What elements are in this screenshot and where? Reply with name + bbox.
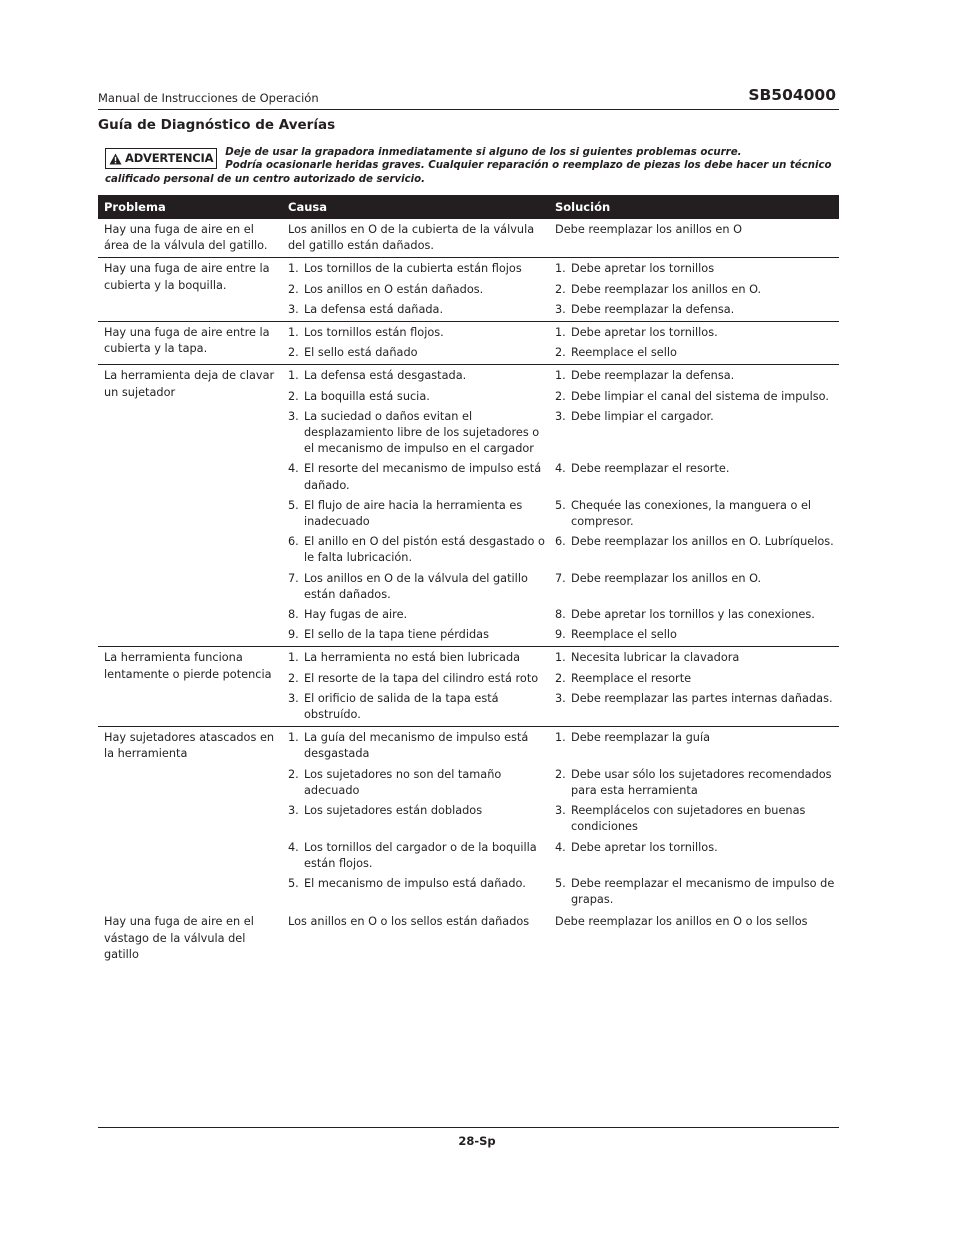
- cause-cell: [282, 799, 549, 835]
- solution-text: Debe reemplazar los anillos en O.: [571, 571, 762, 585]
- cause-number: 2.: [288, 282, 299, 296]
- cause-text: Hay fugas de aire.: [304, 608, 408, 622]
- solution-text: Reemplace el resorte: [571, 671, 692, 685]
- cause-text: El resorte de la tapa del cilindro está roto: [304, 671, 539, 685]
- cause-number: 3.: [288, 409, 299, 423]
- cause-cell: [282, 405, 549, 458]
- solution-cell: [549, 623, 839, 647]
- solution-number: 2.: [555, 346, 566, 360]
- cause-cell: [282, 872, 549, 911]
- cause-text: El sello está dañado: [304, 346, 418, 360]
- header-solution: Solución: [549, 195, 839, 219]
- cause-text: La herramienta no está bien lubricada: [304, 651, 521, 665]
- cause-number: 7.: [288, 571, 299, 585]
- solution-number: 1.: [555, 326, 566, 340]
- cause-text: Los tornillos de la cubierta están flojos: [304, 262, 522, 276]
- cause-number: 3.: [288, 302, 299, 316]
- table-row: [98, 365, 839, 385]
- cause-text: Los tornillos están flojos.: [304, 326, 444, 340]
- cause-cell: [282, 365, 549, 385]
- solution-text: Debe reemplazar el resorte.: [571, 462, 730, 476]
- solution-number: 5.: [555, 876, 566, 890]
- solution-text: Debe reemplazar las partes internas dañadas.: [571, 691, 833, 705]
- table-row: [98, 219, 839, 258]
- solution-number: 1.: [555, 731, 566, 745]
- solution-cell: [549, 530, 839, 566]
- solution-text: Debe limpiar el cargador.: [571, 409, 714, 423]
- solution-cell: [549, 763, 839, 799]
- solution-number: 2.: [555, 767, 566, 781]
- solution-number: 4.: [555, 840, 566, 854]
- solution-cell: [549, 341, 839, 365]
- cause-cell: [282, 647, 549, 667]
- cause-number: 3.: [288, 691, 299, 705]
- table-header-row: [98, 195, 839, 219]
- cause-text: El anillo en O del pistón está desgastado o le falta lubricación.: [304, 535, 545, 565]
- solution-cell: [549, 836, 839, 872]
- section-title: Guía de Diagnóstico de Averías: [98, 117, 336, 133]
- solution-text: Debe limpiar el canal del sistema de impulso.: [571, 389, 829, 403]
- cause-number: 1.: [288, 369, 299, 383]
- solution-cell: [549, 298, 839, 322]
- solution-cell: [549, 667, 839, 687]
- solution-number: 1.: [555, 369, 566, 383]
- cause-number: 3.: [288, 804, 299, 818]
- solution-cell: [549, 457, 839, 493]
- problem-cell: La herramienta deja de clavar un sujetador: [98, 365, 282, 647]
- solution-cell: [549, 567, 839, 603]
- solution-number: 5.: [555, 498, 566, 512]
- solution-number: 3.: [555, 409, 566, 423]
- solution-cell: [549, 603, 839, 623]
- cause-number: 1.: [288, 326, 299, 340]
- solution-number: 3.: [555, 302, 566, 316]
- cause-text: La guía del mecanismo de impulso está desgastada: [304, 731, 529, 761]
- cause-number: 1.: [288, 651, 299, 665]
- cause-number: 8.: [288, 608, 299, 622]
- cause-cell: [282, 258, 549, 278]
- warning-line-2: Podría ocasionarle heridas graves. Cualquier reparación o reemplazo de piezas los debe hacer un técnico calificado personal de un centro autorizado de servicio.: [105, 160, 832, 185]
- solution-number: 7.: [555, 571, 566, 585]
- cause-number: 2.: [288, 346, 299, 360]
- solution-text: Debe reemplazar los anillos en O o los sellos: [555, 915, 808, 929]
- footer-divider: [98, 1127, 839, 1128]
- table-row: [98, 911, 839, 966]
- solution-cell: [549, 727, 839, 763]
- cause-cell: [282, 763, 549, 799]
- manual-title: Manual de Instrucciones de Operación: [98, 91, 319, 105]
- cause-cell: [282, 298, 549, 322]
- cause-cell: [282, 278, 549, 298]
- solution-number: 1.: [555, 262, 566, 276]
- cause-text: El mecanismo de impulso está dañado.: [304, 876, 526, 890]
- header-problem: Problema: [98, 195, 282, 219]
- solution-text: Debe reemplazar el mecanismo de impulso de grapas.: [571, 876, 835, 907]
- solution-cell: [549, 872, 839, 911]
- solution-cell: [549, 365, 839, 385]
- cause-text: Los sujetadores no son del tamaño adecuado: [304, 767, 502, 797]
- cause-cell: [282, 457, 549, 493]
- solution-cell: [549, 322, 839, 342]
- solution-text: Debe reemplazar la guía: [571, 731, 711, 745]
- solution-number: 6.: [555, 535, 566, 549]
- solution-number: 2.: [555, 671, 566, 685]
- solution-text: Debe reemplazar los anillos en O.: [571, 282, 762, 296]
- solution-number: 9.: [555, 628, 566, 642]
- solution-text: Debe reemplazar la defensa.: [571, 302, 735, 316]
- solution-cell: [549, 405, 839, 458]
- problem-cell: Hay una fuga de aire en el vástago de la válvula del gatillo: [104, 915, 254, 961]
- cause-number: 4.: [288, 840, 299, 854]
- table-row: [98, 322, 839, 342]
- cause-number: 2.: [288, 389, 299, 403]
- cause-text: El orificio de salida de la tapa está obstruído.: [304, 691, 499, 722]
- cause-cell: [282, 623, 549, 647]
- table-row: [98, 727, 839, 763]
- solution-number: 8.: [555, 608, 566, 622]
- cause-number: 5.: [288, 498, 299, 512]
- problem-cell: Hay una fuga de aire en el área de la válvula del gatillo.: [98, 219, 282, 258]
- cause-number: 1.: [288, 731, 299, 745]
- solution-cell: [549, 687, 839, 727]
- header-divider: [98, 109, 839, 110]
- warning-badge-label: ADVERTENCIA: [125, 151, 214, 165]
- solution-cell: [549, 799, 839, 835]
- solution-text: Debe apretar los tornillos.: [571, 326, 718, 340]
- solution-text: Debe apretar los tornillos: [571, 262, 715, 276]
- solution-number: 1.: [555, 651, 566, 665]
- solution-text: Debe reemplazar los anillos en O: [555, 223, 742, 236]
- problem-cell: Hay una fuga de aire entre la cubierta y la tapa.: [98, 322, 282, 365]
- warning-badge: [105, 148, 217, 169]
- cause-number: 2.: [288, 767, 299, 781]
- table-row: [98, 647, 839, 667]
- cause-text: El sello de la tapa tiene pérdidas: [304, 628, 489, 642]
- solution-text: Debe apretar los tornillos.: [571, 840, 718, 854]
- cause-cell: [282, 603, 549, 623]
- table-body: [98, 219, 839, 966]
- cause-cell: [282, 727, 549, 763]
- warning-box: [105, 146, 836, 186]
- cause-cell: [282, 341, 549, 365]
- problem-cell: La herramienta funciona lentamente o pierde potencia: [98, 647, 282, 727]
- solution-text: Debe apretar los tornillos y las conexiones.: [571, 608, 815, 622]
- solution-number: 4.: [555, 462, 566, 476]
- solution-number: 3.: [555, 804, 566, 818]
- troubleshooting-table: [98, 195, 839, 966]
- solution-text: Reemplácelos con sujetadores en buenas condiciones: [571, 804, 806, 834]
- warning-line-1: Deje de usar la grapadora inmediatamente si alguno de los si guientes problemas ocurre.: [225, 147, 742, 158]
- cause-number: 6.: [288, 535, 299, 549]
- solution-cell: [549, 647, 839, 667]
- table-row: [98, 258, 839, 278]
- cause-text: Los anillos en O o los sellos están dañados: [288, 915, 530, 929]
- cause-text: Los anillos en O de la cubierta de la válvula del gatillo están dañados.: [288, 223, 535, 253]
- solution-cell: [549, 385, 839, 405]
- solution-cell: [549, 258, 839, 278]
- cause-number: 2.: [288, 671, 299, 685]
- solution-text: Debe reemplazar la defensa.: [571, 369, 735, 383]
- problem-cell: Hay una fuga de aire entre la cubierta y la boquilla.: [98, 258, 282, 322]
- solution-cell: [549, 494, 839, 530]
- cause-cell: [282, 911, 549, 966]
- cause-number: 5.: [288, 876, 299, 890]
- problem-cell: Hay sujetadores atascados en la herramienta: [104, 731, 275, 761]
- cause-cell: [282, 219, 549, 258]
- cause-number: 9.: [288, 628, 299, 642]
- cause-text: Los anillos en O están dañados.: [304, 282, 484, 296]
- solution-number: 2.: [555, 282, 566, 296]
- cause-cell: [282, 385, 549, 405]
- cause-cell: [282, 836, 549, 872]
- cause-cell: [282, 322, 549, 342]
- model-number: SB504000: [748, 86, 836, 104]
- cause-text: La suciedad o daños evitan el desplazamiento libre de los sujetadores o el mecanismo de impulso en el cargador: [304, 409, 540, 456]
- cause-cell: [282, 530, 549, 566]
- solution-text: Reemplace el sello: [571, 346, 677, 360]
- cause-text: Los tornillos del cargador o de la boquilla están flojos.: [304, 840, 537, 870]
- solution-text: Reemplace el sello: [571, 628, 677, 642]
- cause-cell: [282, 567, 549, 603]
- header-cause: Causa: [282, 195, 549, 219]
- solution-number: 2.: [555, 389, 566, 403]
- solution-text: Necesita lubricar la clavadora: [571, 651, 740, 665]
- cause-number: 1.: [288, 262, 299, 276]
- solution-cell: [549, 911, 839, 966]
- cause-text: Los sujetadores están doblados: [304, 804, 483, 818]
- cause-text: La boquilla está sucia.: [304, 389, 430, 403]
- cause-text: El flujo de aire hacia la herramienta es inadecuado: [304, 498, 523, 529]
- cause-cell: [282, 687, 549, 727]
- solution-number: 3.: [555, 691, 566, 705]
- cause-cell: [282, 494, 549, 530]
- solution-cell: [549, 219, 839, 258]
- cause-text: La defensa está desgastada.: [304, 369, 467, 383]
- warning-triangle-icon: [109, 153, 122, 165]
- solution-text: Debe reemplazar los anillos en O. Lubríquelos.: [571, 535, 834, 549]
- cause-cell: [282, 667, 549, 687]
- cause-text: La defensa está dañada.: [304, 302, 444, 316]
- solution-text: Debe usar sólo los sujetadores recomendados para esta herramienta: [571, 767, 832, 797]
- cause-text: El resorte del mecanismo de impulso está dañado.: [304, 462, 542, 492]
- cause-number: 4.: [288, 462, 299, 476]
- solution-text: Chequée las conexiones, la manguera o el compresor.: [571, 498, 812, 529]
- cause-text: Los anillos en O de la válvula del gatillo están dañados.: [304, 571, 528, 601]
- page-number: 28-Sp: [458, 1134, 496, 1148]
- solution-cell: [549, 278, 839, 298]
